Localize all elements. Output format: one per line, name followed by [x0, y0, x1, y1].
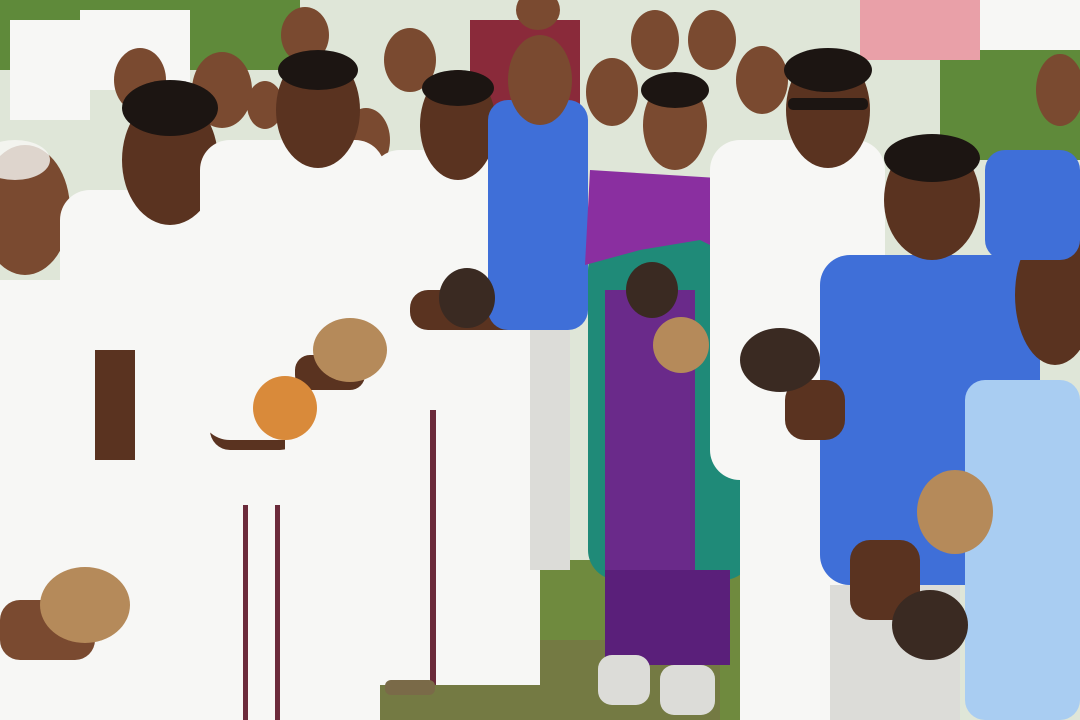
palm-fruit-center — [439, 268, 495, 328]
palm-fruit-right — [740, 328, 820, 392]
palm-fruit-husk-far-right — [917, 470, 993, 554]
palm-fruit-orange — [253, 376, 317, 440]
palm-fruit-woman-top — [626, 262, 678, 318]
palm-fruit-dark-far-right — [892, 590, 968, 660]
palm-fruit-bottom-left — [40, 567, 130, 643]
palm-fruit-husked-left — [313, 318, 387, 382]
palm-fruit-woman-bottom — [653, 317, 709, 373]
